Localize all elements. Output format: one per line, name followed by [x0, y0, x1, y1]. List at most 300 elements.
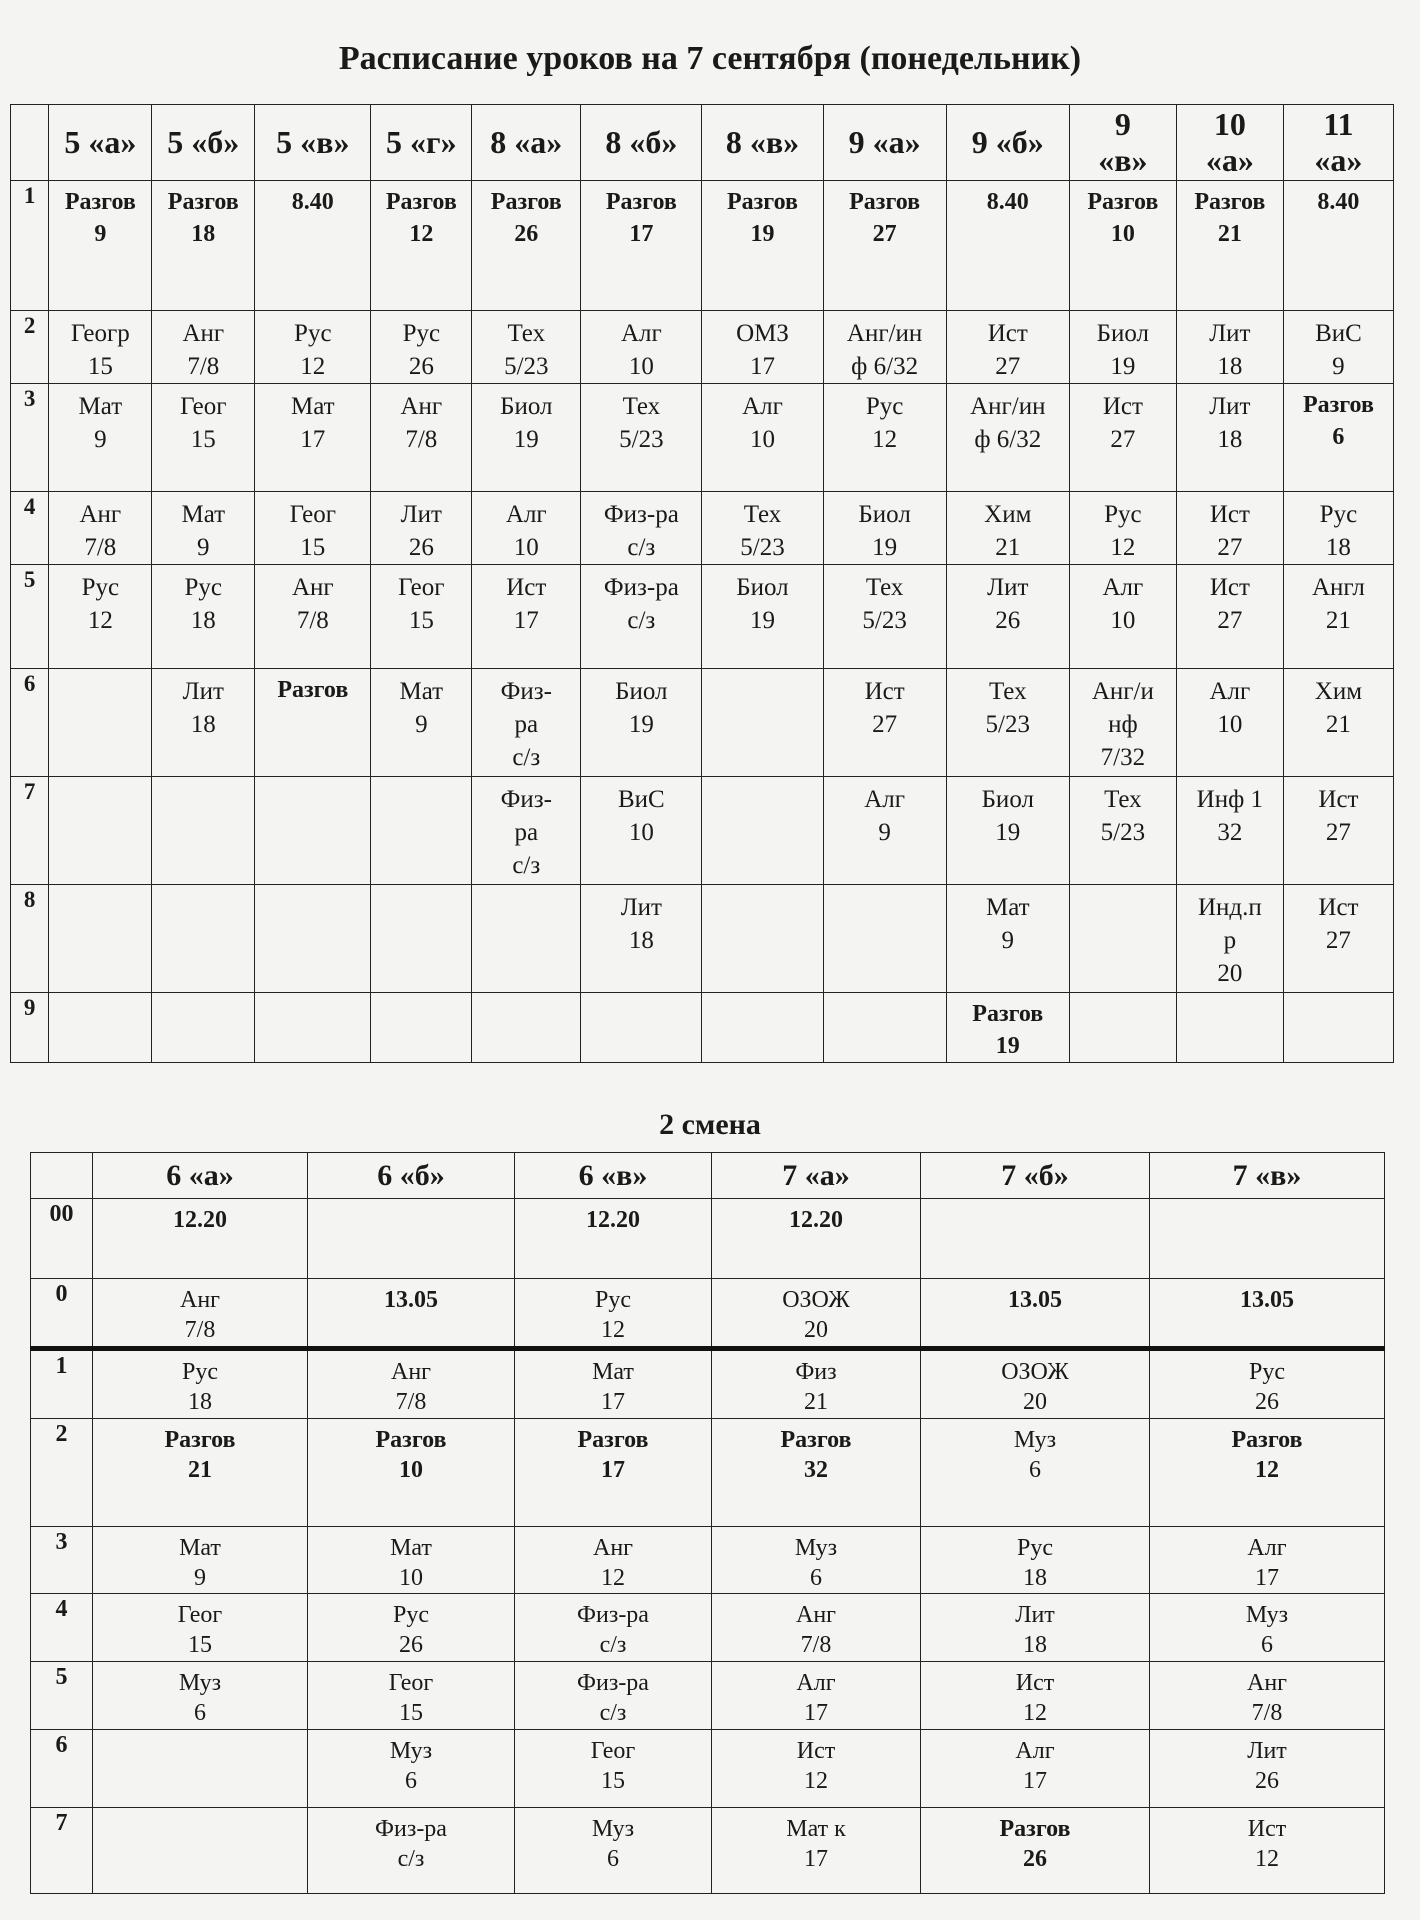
- lesson-cell: [49, 565, 152, 669]
- lesson-text: Рус 18: [184, 574, 223, 634]
- lesson-text: Геог 15: [289, 501, 336, 561]
- lesson-row: [31, 1594, 1385, 1662]
- lesson-cell: [93, 1730, 308, 1808]
- class-header: 6 «б»: [308, 1153, 515, 1199]
- lesson-cell: [152, 492, 255, 565]
- lesson-cell: [946, 993, 1069, 1063]
- lesson-text: Ист 12: [1015, 1670, 1055, 1726]
- lesson-text: Мат 9: [399, 678, 444, 738]
- lesson-text: Муз 6: [1013, 1427, 1057, 1483]
- lesson-cell: [49, 384, 152, 492]
- lesson-text: ОМЗ 17: [736, 320, 789, 380]
- lesson-text: Геог 15: [388, 1670, 434, 1726]
- lesson-text: [49, 993, 151, 999]
- lesson-text: ОЗОЖ 20: [782, 1287, 850, 1343]
- lesson-cell: [49, 492, 152, 565]
- lesson-text: Разгов 19: [727, 189, 798, 247]
- lesson-text: Рус 26: [402, 320, 441, 380]
- lesson-text: Муз 6: [389, 1738, 433, 1794]
- class-header: 7 «б»: [921, 1153, 1150, 1199]
- lesson-text: Лит 18: [182, 678, 224, 738]
- lesson-cell: [255, 885, 371, 993]
- lesson-row: [11, 993, 1394, 1063]
- lesson-text: Мат 9: [985, 894, 1030, 954]
- lesson-cell: [712, 1594, 921, 1662]
- lesson-text: Инд.п р 20: [1197, 894, 1262, 987]
- lesson-text: Рус 12: [595, 1287, 631, 1343]
- lesson-number: 7: [11, 777, 49, 885]
- lesson-text: Биол 19: [615, 678, 668, 738]
- lesson-number: 5: [11, 565, 49, 669]
- lesson-cell: [581, 777, 702, 885]
- lesson-text: Рус 26: [393, 1602, 429, 1658]
- lesson-text: Лит 26: [1247, 1738, 1287, 1794]
- shift1-header-row: [11, 105, 1394, 181]
- lesson-text: Разгов 17: [577, 1427, 649, 1483]
- lesson-number: 9: [11, 993, 49, 1063]
- corner-cell: [11, 105, 49, 181]
- lesson-number: 4: [11, 492, 49, 565]
- lesson-text: [255, 777, 370, 783]
- lesson-number: 1: [11, 181, 49, 311]
- lesson-cell: [93, 1594, 308, 1662]
- page-title: Расписание уроков на 7 сентября (понедельник): [338, 40, 1082, 77]
- lesson-text: [152, 885, 254, 891]
- lesson-text: [921, 1199, 1149, 1205]
- lesson-text: Лит 18: [1209, 320, 1251, 380]
- lesson-text: Лит 18: [1209, 393, 1251, 453]
- lesson-number: 00: [31, 1199, 93, 1279]
- lesson-cell: [308, 1594, 515, 1662]
- lesson-cell: [93, 1279, 308, 1349]
- lesson-cell: [1150, 1199, 1385, 1279]
- lesson-cell: [1176, 384, 1283, 492]
- lesson-cell: [921, 1279, 1150, 1349]
- lesson-text: Биол 19: [736, 574, 789, 634]
- lesson-cell: [946, 885, 1069, 993]
- lesson-cell: [823, 181, 946, 311]
- lesson-cell: [946, 181, 1069, 311]
- lesson-text: [702, 993, 822, 999]
- lesson-row: [11, 777, 1394, 885]
- lesson-cell: [581, 492, 702, 565]
- lesson-cell: [515, 1419, 712, 1527]
- lesson-text: Разгов 21: [164, 1427, 236, 1483]
- lesson-text: 8.40: [986, 189, 1029, 215]
- lesson-text: Разгов 12: [1231, 1427, 1303, 1483]
- lesson-cell: [1283, 181, 1393, 311]
- lesson-cell: [712, 1730, 921, 1808]
- lesson-cell: [921, 1730, 1150, 1808]
- lesson-cell: [823, 311, 946, 384]
- lesson-text: Разгов 17: [605, 189, 677, 247]
- lesson-cell: [712, 1419, 921, 1527]
- lesson-number: 1: [31, 1349, 93, 1419]
- lesson-text: Тех 5/23: [862, 574, 907, 634]
- lesson-number: 6: [11, 669, 49, 777]
- section-title-shift-2: 2 смена: [659, 1108, 761, 1141]
- lesson-number: 2: [11, 311, 49, 384]
- lesson-text: Разгов 9: [64, 189, 136, 247]
- class-header: 5 «г»: [371, 105, 472, 181]
- lesson-text: 12.20: [789, 1207, 843, 1233]
- lesson-text: Тех 5/23: [985, 678, 1030, 738]
- lesson-text: Рус 18: [182, 1359, 218, 1415]
- lesson-text: Анг 7/8: [182, 320, 225, 380]
- lesson-number: 8: [11, 885, 49, 993]
- lesson-cell: [1069, 384, 1176, 492]
- lesson-text: Алг 10: [1102, 574, 1144, 634]
- lesson-cell: [93, 1662, 308, 1730]
- lesson-text: Геог 15: [180, 393, 227, 453]
- lesson-cell: [515, 1349, 712, 1419]
- lesson-cell: [515, 1279, 712, 1349]
- lesson-cell: [1069, 777, 1176, 885]
- lesson-cell: [308, 1419, 515, 1527]
- lesson-cell: [581, 181, 702, 311]
- lesson-text: Биол 19: [858, 501, 911, 561]
- lesson-cell: [1283, 885, 1393, 993]
- lesson-text: Муз 6: [1245, 1602, 1289, 1658]
- lesson-cell: [255, 565, 371, 669]
- lesson-cell: [1176, 885, 1283, 993]
- lesson-row: [11, 885, 1394, 993]
- lesson-cell: [823, 885, 946, 993]
- lesson-text: Рус 12: [294, 320, 332, 380]
- lesson-cell: [152, 311, 255, 384]
- lesson-cell: [946, 565, 1069, 669]
- lesson-row: [11, 565, 1394, 669]
- lesson-text: Мат 17: [291, 393, 335, 453]
- lesson-cell: [472, 384, 581, 492]
- lesson-text: Биол 19: [1096, 320, 1150, 380]
- lesson-text: Мат 9: [78, 393, 123, 453]
- lesson-text: Разгов 26: [490, 189, 562, 247]
- lesson-cell: [49, 669, 152, 777]
- lesson-cell: [93, 1199, 308, 1279]
- lesson-number: 0: [31, 1279, 93, 1349]
- lesson-cell: [1069, 885, 1176, 993]
- lesson-number: 4: [31, 1594, 93, 1662]
- lesson-cell: [472, 492, 581, 565]
- lesson-cell: [702, 993, 823, 1063]
- lesson-text: Ист 12: [1247, 1816, 1287, 1872]
- lesson-text: 13.05: [384, 1287, 438, 1313]
- lesson-text: Муз 6: [178, 1670, 222, 1726]
- lesson-text: Анг/ин ф 6/32: [846, 320, 923, 380]
- lesson-text: Мат 17: [592, 1359, 634, 1415]
- lesson-cell: [515, 1808, 712, 1894]
- lesson-text: ВиС 10: [617, 786, 665, 846]
- lesson-text: Алг 10: [742, 393, 783, 453]
- lesson-cell: [946, 311, 1069, 384]
- class-header: 10 «а»: [1176, 105, 1283, 181]
- lesson-text: Физ- ра с/з: [500, 786, 552, 879]
- lesson-text: Тех 5/23: [1100, 786, 1146, 846]
- lesson-text: Ист 27: [1102, 393, 1143, 453]
- lesson-text: [581, 993, 701, 999]
- lesson-cell: [371, 311, 472, 384]
- lesson-cell: [702, 885, 823, 993]
- schedule-table-shift-1: [10, 104, 1394, 1063]
- lesson-text: Физ- ра с/з: [500, 678, 552, 771]
- lesson-text: Анг 7/8: [1246, 1670, 1288, 1726]
- lesson-text: Разгов 27: [849, 189, 921, 247]
- lesson-cell: [255, 181, 371, 311]
- lesson-text: Хим 21: [984, 501, 1032, 561]
- lesson-text: Ист 27: [864, 678, 905, 738]
- lesson-cell: [255, 993, 371, 1063]
- lesson-cell: [93, 1419, 308, 1527]
- lesson-cell: [371, 669, 472, 777]
- lesson-cell: [1150, 1808, 1385, 1894]
- lesson-text: [371, 777, 471, 783]
- lesson-cell: [255, 777, 371, 885]
- lesson-row: [31, 1349, 1385, 1419]
- lesson-cell: [1176, 181, 1283, 311]
- lesson-text: Алг 10: [620, 320, 662, 380]
- lesson-text: Геог 15: [177, 1602, 223, 1658]
- lesson-cell: [371, 565, 472, 669]
- lesson-cell: [472, 565, 581, 669]
- lesson-text: Алг 17: [1247, 1535, 1287, 1591]
- lesson-text: Лит 18: [1015, 1602, 1055, 1658]
- lesson-cell: [1176, 311, 1283, 384]
- lesson-cell: [823, 492, 946, 565]
- lesson-text: Муз 6: [794, 1535, 838, 1591]
- lesson-text: Разгов 12: [385, 189, 457, 247]
- lesson-number: 6: [31, 1730, 93, 1808]
- lesson-cell: [371, 885, 472, 993]
- lesson-text: [93, 1808, 307, 1814]
- lesson-text: Мат 9: [181, 501, 226, 561]
- lesson-text: Ист 17: [506, 574, 547, 634]
- lesson-text: Биол 19: [500, 393, 553, 453]
- lesson-text: Алг 10: [505, 501, 547, 561]
- lesson-text: Геогр 15: [70, 320, 130, 380]
- lesson-text: [255, 993, 370, 999]
- lesson-row: [31, 1527, 1385, 1594]
- lesson-cell: [712, 1199, 921, 1279]
- lesson-cell: [93, 1349, 308, 1419]
- lesson-cell: [308, 1527, 515, 1594]
- lesson-text: Алг 17: [796, 1670, 836, 1726]
- lesson-text: Ист 27: [1318, 894, 1359, 954]
- lesson-text: Геог 15: [590, 1738, 636, 1794]
- class-header: 9 «в»: [1069, 105, 1176, 181]
- lesson-text: [472, 885, 580, 891]
- lesson-text: Рус 12: [865, 393, 904, 453]
- lesson-cell: [1069, 311, 1176, 384]
- lesson-cell: [921, 1662, 1150, 1730]
- lesson-row: [11, 384, 1394, 492]
- lesson-cell: [152, 993, 255, 1063]
- lesson-cell: [921, 1527, 1150, 1594]
- lesson-text: Алг 10: [1209, 678, 1251, 738]
- lesson-cell: [1283, 669, 1393, 777]
- lesson-cell: [1069, 181, 1176, 311]
- class-header: 9 «а»: [823, 105, 946, 181]
- lesson-cell: [152, 181, 255, 311]
- lesson-cell: [712, 1279, 921, 1349]
- lesson-row: [31, 1419, 1385, 1527]
- lesson-text: Лит 26: [400, 501, 442, 561]
- class-header: 6 «а»: [93, 1153, 308, 1199]
- class-header: 8 «а»: [472, 105, 581, 181]
- lesson-text: 8.40: [1317, 189, 1360, 215]
- lesson-text: ВиС 9: [1315, 320, 1362, 380]
- lesson-cell: [581, 993, 702, 1063]
- lesson-number: 7: [31, 1808, 93, 1894]
- lesson-cell: [1176, 669, 1283, 777]
- lesson-text: Физ-ра с/з: [603, 501, 679, 561]
- class-header: 8 «в»: [702, 105, 823, 181]
- lesson-text: [702, 885, 822, 891]
- lesson-cell: [1176, 777, 1283, 885]
- lesson-cell: [255, 669, 371, 777]
- lesson-cell: [946, 777, 1069, 885]
- lesson-cell: [93, 1527, 308, 1594]
- lesson-text: 13.05: [1008, 1287, 1062, 1313]
- lesson-cell: [702, 311, 823, 384]
- lesson-text: Лит 18: [620, 894, 662, 954]
- lesson-text: [1150, 1199, 1384, 1205]
- lesson-cell: [472, 993, 581, 1063]
- lesson-text: Рус 12: [81, 574, 120, 634]
- shift2-header-row: [31, 1153, 1385, 1199]
- lesson-cell: [702, 384, 823, 492]
- lesson-cell: [152, 565, 255, 669]
- lesson-cell: [1283, 993, 1393, 1063]
- lesson-cell: [581, 885, 702, 993]
- lesson-cell: [308, 1662, 515, 1730]
- lesson-text: Анг 7/8: [795, 1602, 837, 1658]
- lesson-text: Ист 12: [796, 1738, 836, 1794]
- class-header: 8 «б»: [581, 105, 702, 181]
- lesson-cell: [921, 1808, 1150, 1894]
- lesson-text: [1177, 993, 1283, 999]
- lesson-cell: [49, 777, 152, 885]
- lesson-row: [31, 1808, 1385, 1894]
- lesson-cell: [946, 384, 1069, 492]
- lesson-cell: [712, 1808, 921, 1894]
- lesson-text: Разгов 21: [1194, 189, 1266, 247]
- lesson-cell: [823, 777, 946, 885]
- lesson-text: Биол 19: [981, 786, 1034, 846]
- lesson-cell: [702, 181, 823, 311]
- lesson-text: 12.20: [586, 1207, 640, 1233]
- lesson-cell: [823, 993, 946, 1063]
- lesson-cell: [581, 669, 702, 777]
- lesson-cell: [308, 1808, 515, 1894]
- lesson-cell: [1069, 492, 1176, 565]
- lesson-text: Геог 15: [398, 574, 445, 634]
- lesson-text: [49, 777, 151, 783]
- lesson-text: Разгов 19: [972, 1001, 1044, 1059]
- lesson-cell: [255, 311, 371, 384]
- lesson-row: [11, 669, 1394, 777]
- lesson-row: [31, 1279, 1385, 1349]
- lesson-text: Алг 9: [864, 786, 906, 846]
- lesson-cell: [371, 181, 472, 311]
- lesson-cell: [702, 492, 823, 565]
- lesson-text: Рус 12: [1104, 501, 1142, 561]
- lesson-cell: [1069, 669, 1176, 777]
- lesson-cell: [921, 1349, 1150, 1419]
- lesson-text: Мат 9: [179, 1535, 221, 1591]
- lesson-cell: [1283, 384, 1393, 492]
- lesson-text: Рус 18: [1017, 1535, 1053, 1591]
- lesson-text: [255, 885, 370, 891]
- lesson-cell: [702, 565, 823, 669]
- lesson-cell: [515, 1730, 712, 1808]
- lesson-cell: [823, 669, 946, 777]
- lesson-cell: [371, 384, 472, 492]
- lesson-cell: [255, 384, 371, 492]
- class-header: 7 «а»: [712, 1153, 921, 1199]
- lesson-text: Разгов 10: [375, 1427, 447, 1483]
- lesson-cell: [472, 669, 581, 777]
- lesson-row: [31, 1730, 1385, 1808]
- lesson-cell: [152, 885, 255, 993]
- lesson-cell: [712, 1662, 921, 1730]
- lesson-text: Разгов 26: [999, 1816, 1071, 1872]
- lesson-cell: [1176, 565, 1283, 669]
- lesson-text: [49, 885, 151, 891]
- lesson-number: 2: [31, 1419, 93, 1527]
- lesson-cell: [308, 1199, 515, 1279]
- lesson-text: Мат 10: [390, 1535, 432, 1591]
- lesson-cell: [152, 384, 255, 492]
- lesson-number: 3: [31, 1527, 93, 1594]
- lesson-text: [702, 777, 822, 783]
- lesson-text: [152, 993, 254, 999]
- lesson-text: Ист 27: [1209, 574, 1250, 634]
- lesson-row: [31, 1199, 1385, 1279]
- lesson-cell: [823, 565, 946, 669]
- lesson-text: Мат к 17: [786, 1816, 846, 1872]
- lesson-cell: [921, 1594, 1150, 1662]
- lesson-cell: [515, 1527, 712, 1594]
- lesson-text: Физ-ра с/з: [603, 574, 679, 634]
- lesson-cell: [308, 1730, 515, 1808]
- lesson-cell: [946, 669, 1069, 777]
- lesson-cell: [823, 384, 946, 492]
- lesson-text: [49, 669, 151, 675]
- class-header: 7 «в»: [1150, 1153, 1385, 1199]
- lesson-cell: [1283, 311, 1393, 384]
- schedule-table-shift-2: [30, 1152, 1385, 1894]
- lesson-cell: [1176, 492, 1283, 565]
- lesson-cell: [472, 777, 581, 885]
- lesson-text: Хим 21: [1314, 678, 1363, 738]
- class-header: 5 «в»: [255, 105, 371, 181]
- class-header: 11 «а»: [1283, 105, 1393, 181]
- lesson-text: [371, 993, 471, 999]
- lesson-text: Ист 27: [1209, 501, 1250, 561]
- lesson-row: [11, 181, 1394, 311]
- lesson-cell: [255, 492, 371, 565]
- lesson-cell: [1150, 1419, 1385, 1527]
- lesson-text: Инф 1 32: [1196, 786, 1264, 846]
- lesson-cell: [371, 777, 472, 885]
- lesson-cell: [1150, 1662, 1385, 1730]
- lesson-text: Тех 5/23: [504, 320, 549, 380]
- lesson-cell: [49, 181, 152, 311]
- lesson-text: Анг 12: [592, 1535, 634, 1591]
- lesson-text: [1070, 993, 1176, 999]
- lesson-text: Анг 7/8: [79, 501, 122, 561]
